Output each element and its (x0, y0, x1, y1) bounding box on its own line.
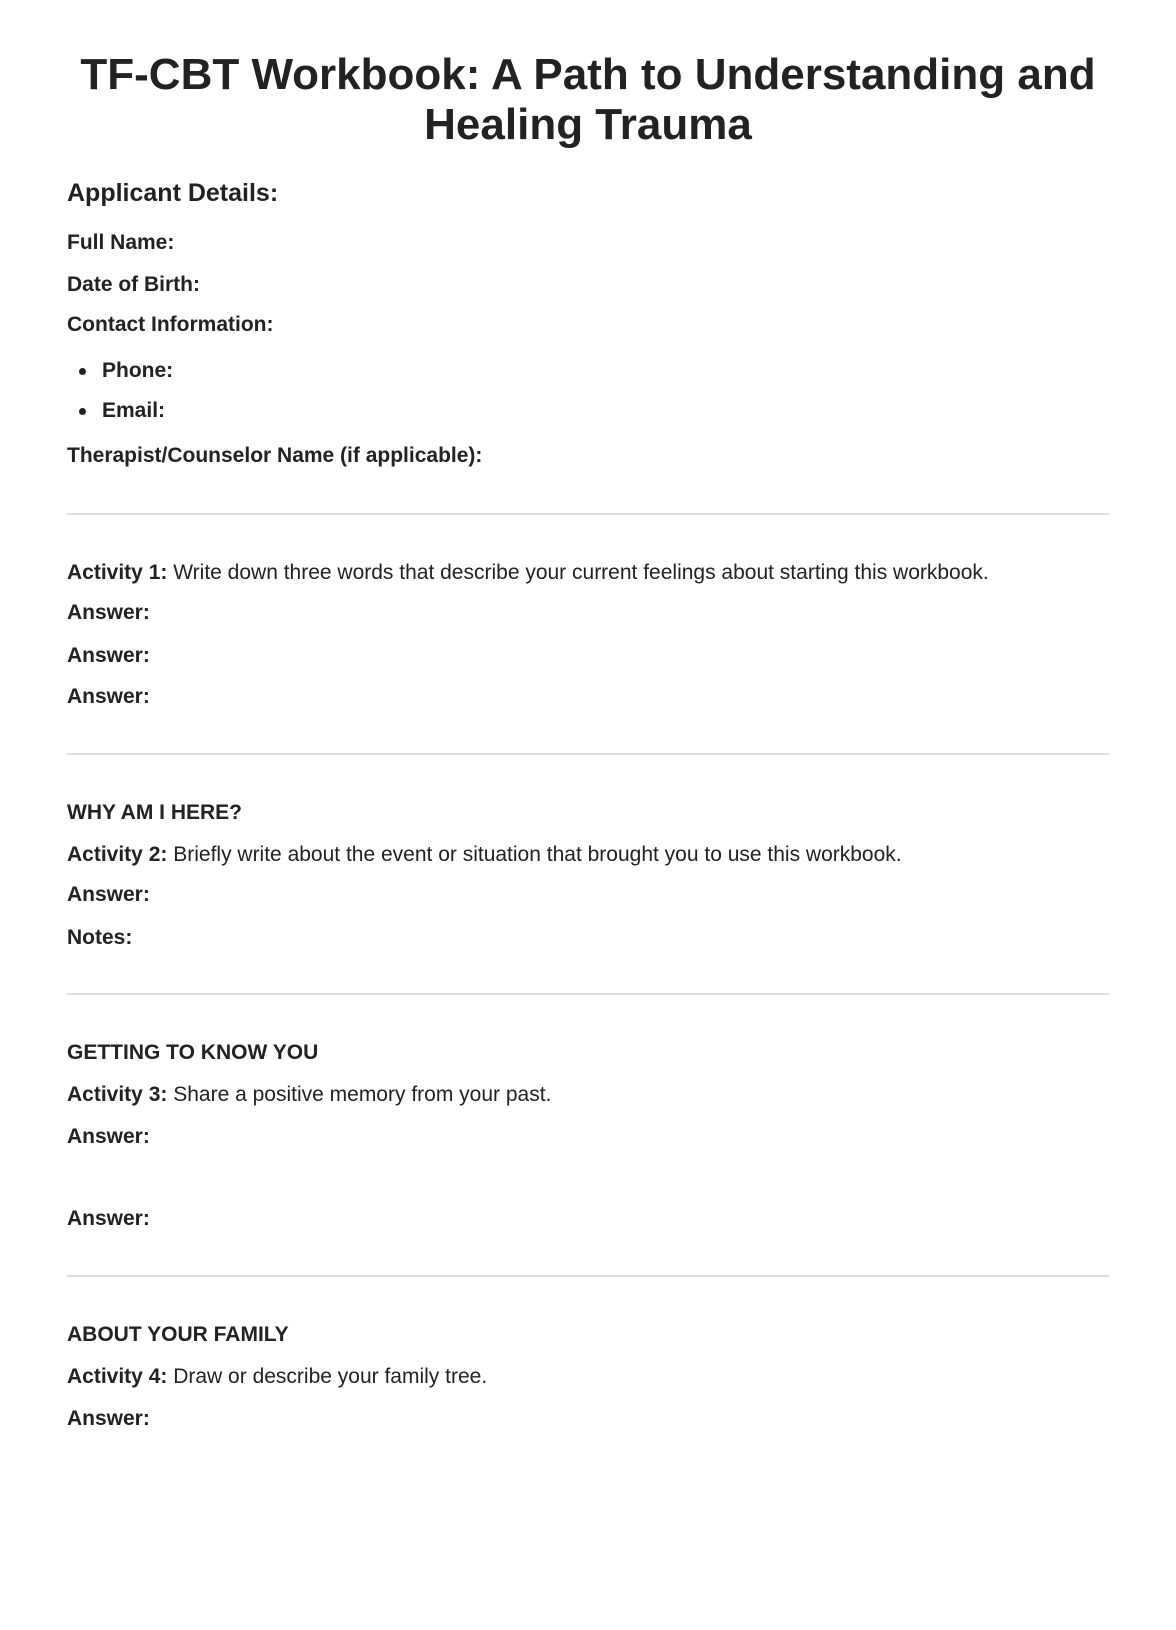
activity-3-answer-2: Answer: (67, 1207, 150, 1230)
activity-2-prompt (67, 842, 902, 868)
activity-1-text: Write down three words that describe your current feelings about starting this workbook. (173, 561, 989, 584)
activity-1-label: Activity 1: (67, 561, 168, 584)
activity-1-answer-2: Answer: (67, 644, 150, 667)
getting-to-know-you-heading: GETTING TO KNOW YOU (67, 1041, 319, 1064)
contact-information-label: Contact Information: (67, 313, 274, 336)
applicant-details-heading: Applicant Details: (67, 179, 279, 207)
section-divider (67, 1275, 1109, 1277)
activity-3-text: Share a positive memory from your past. (173, 1083, 552, 1106)
section-divider (67, 993, 1109, 995)
activity-4-answer: Answer: (67, 1407, 150, 1430)
activity-3-label: Activity 3: (67, 1083, 168, 1106)
bullet-icon (79, 408, 86, 415)
about-your-family-heading: ABOUT YOUR FAMILY (67, 1323, 289, 1346)
activity-1-answer-3: Answer: (67, 685, 150, 708)
activity-2-answer: Answer: (67, 883, 150, 906)
date-of-birth-label: Date of Birth: (67, 273, 200, 296)
page-title: TF-CBT Workbook: A Path to Understanding and Healing Trauma (80, 50, 1096, 149)
activity-2-notes: Notes: (67, 926, 133, 949)
activity-1-prompt (67, 560, 989, 586)
activity-1-answer-1: Answer: (67, 601, 150, 624)
activity-3-answer-1: Answer: (67, 1125, 150, 1148)
activity-2-label: Activity 2: (67, 843, 168, 866)
full-name-label: Full Name: (67, 231, 175, 254)
therapist-name-label: Therapist/Counselor Name (if applicable): (67, 444, 483, 467)
why-am-i-here-heading: WHY AM I HERE? (67, 801, 243, 824)
activity-4-text: Draw or describe your family tree. (173, 1365, 488, 1388)
activity-4-prompt (67, 1364, 487, 1390)
phone-label: Phone: (102, 359, 174, 382)
section-divider (67, 513, 1109, 515)
bullet-icon (79, 368, 86, 375)
section-divider (67, 753, 1109, 755)
activity-2-text: Briefly write about the event or situation that brought you to use this workbook. (173, 843, 902, 866)
activity-4-label: Activity 4: (67, 1365, 168, 1388)
email-label: Email: (102, 399, 166, 422)
activity-3-prompt (67, 1082, 551, 1108)
